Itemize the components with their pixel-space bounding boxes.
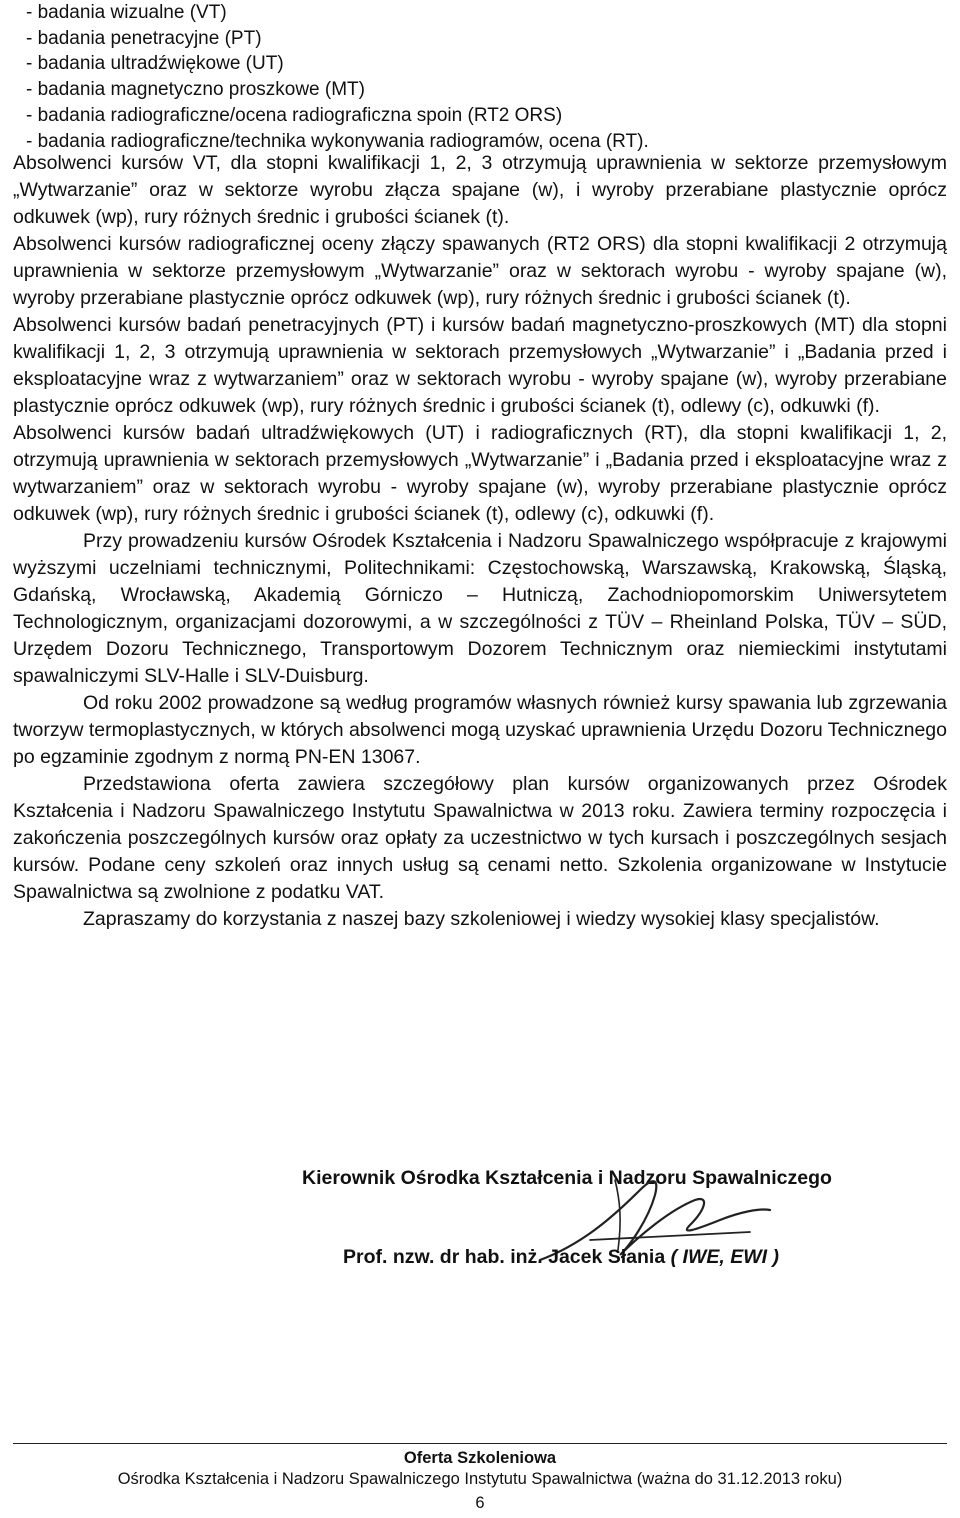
- signatory-title: Kierownik Ośrodka Kształcenia i Nadzoru Spawalniczego: [302, 1167, 832, 1189]
- list-item: - badania magnetyczno proszkowe (MT): [26, 79, 365, 101]
- list-item: - badania ultradźwiękowe (UT): [26, 53, 284, 75]
- paragraph-cooperation: Przy prowadzeniu kursów Ośrodek Kształcenia i Nadzoru Spawalniczego współpracuje z krajowymi wyższymi uczelniami technicznymi, Politechnikami: Częstochowską, Warszawską, Krakowską, Śląską, Gdańską, Wrocławską, Akademią Górniczo – Hutniczą, Zachodniopomorskim Uniwersytetem Technologicznym, organizacjami dozorowymi, a w szczególności z TÜV – Rheinland Polska, TÜV – SÜD, Urzędem Dozoru Technicznego, Transportowym Dozorem Technicznym oraz niemieckimi instytutami spawalniczymi SLV-Halle i SLV-Duisburg.: [13, 530, 947, 687]
- paragraph-invitation: Zapraszamy do korzystania z naszej bazy szkoleniowej i wiedzy wysokiej klasy specjalistów.: [83, 908, 880, 930]
- paragraph-since-2002: Od roku 2002 prowadzone są według programów własnych również kursy spawania lub zgrzewania tworzyw termoplastycznych, w których absolwenci mogą uzyskać uprawnienia Urzędu Dozoru Technicznego po egzaminie zgodnym z normą PN-EN 13067.: [13, 692, 947, 768]
- list-item: - badania radiograficzne/ocena radiograficzna spoin (RT2 ORS): [26, 104, 563, 126]
- method-list: [26, 0, 946, 154]
- footer-subtitle: Ośrodka Kształcenia i Nadzoru Spawalniczego Instytutu Spawalnictwa (ważna do 31.12.2013 roku): [117, 1470, 843, 1488]
- signatory-name: Prof. nzw. dr hab. inż. Jacek Słania: [343, 1246, 666, 1268]
- paragraph-pt-mt: Absolwenci kursów badań penetracyjnych (PT) i kursów badań magnetyczno-proszkowych (MT) dla stopni kwalifikacji 1, 2, 3 otrzymują uprawnienia w sektorach przemysłowych „Wytwarzanie” i „Badania przed i eksploatacyjne wraz z wytwarzaniem” oraz w sektorach wyrobu - wyroby spajane (w), wyroby przerabiane plastycznie oprócz odkuwek (wp), rury różnych średnic i grubości ścianek (t), odlewy (c), odkuwki (f).: [13, 314, 947, 417]
- signatory-credentials: ( IWE, EWI ): [670, 1246, 779, 1268]
- page-number: 6: [475, 1494, 485, 1512]
- list-item: - badania wizualne (VT): [26, 2, 227, 23]
- paragraph-offer: Przedstawiona oferta zawiera szczegółowy plan kursów organizowanych przez Ośrodek Kształcenia i Nadzoru Spawalniczego Instytutu Spawalnictwa w 2013 roku. Zawiera terminy rozpoczęcia i zakończenia poszczególnych kursów oraz opłaty za uczestnictwo w tych kursach i poszczególnych sesjach kursów. Podane ceny szkoleń oraz innych usług są cenami netto. Szkolenia organizowane w Instytucie Spawalnictwa są zwolnione z podatku VAT.: [13, 773, 947, 903]
- paragraph-vt: Absolwenci kursów VT, dla stopni kwalifikacji 1, 2, 3 otrzymują uprawnienia w sektorze przemysłowym „Wytwarzanie” oraz w sektorze wyrobu złącza spajane (w), i wyroby przerabiane plastycznie oprócz odkuwek (wp), rury różnych średnic i grubości ścianek (t).: [13, 152, 947, 228]
- list-item: - badania radiograficzne/technika wykonywania radiogramów, ocena (RT).: [26, 130, 649, 152]
- paragraph-ut-rt: Absolwenci kursów badań ultradźwiękowych (UT) i radiograficznych (RT), dla stopni kwalifikacji 1, 2, otrzymują uprawnienia w sektorach przemysłowych „Wytwarzanie” i „Badania przed i eksploatacyjne wraz z wytwarzaniem” oraz w sektorach wyrobu - wyroby spajane (w), wyroby przerabiane plastycznie oprócz odkuwek (wp), rury różnych średnic i grubości ścianek (t), odlewy (c), odkuwki (f).: [13, 422, 947, 525]
- signatory-name-line: [343, 1244, 943, 1270]
- footer-title: Oferta Szkoleniowa: [403, 1449, 557, 1467]
- paragraph-rt2-ors: Absolwenci kursów radiograficznej oceny złączy spawanych (RT2 ORS) dla stopni kwalifikacji 2 otrzymują uprawnienia w sektorze przemysłowym „Wytwarzanie” oraz w sektorach wyrobu - wyroby spajane (w), wyroby przerabiane plastycznie oprócz odkuwek (wp), rury różnych średnic i grubości ścianek (t).: [13, 233, 947, 309]
- body-text: [13, 150, 947, 933]
- page-footer: [13, 1443, 947, 1516]
- list-item: - badania penetracyjne (PT): [26, 27, 262, 49]
